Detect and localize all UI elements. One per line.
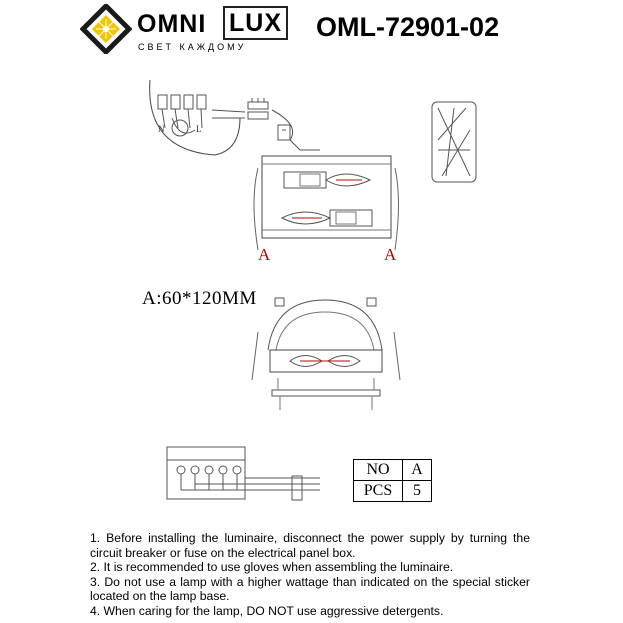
shade-side-view — [432, 102, 476, 182]
wire-label-l: L — [196, 124, 202, 134]
wire-label-n: N — [158, 124, 165, 134]
section-marker-left: A — [258, 245, 271, 264]
instruction-item: 1. Before installing the luminaire, disconnect the power supply by turning the circuit breaker or fuse on the electrical panel box. — [90, 531, 530, 560]
dimension-label: A:60*120MM — [142, 288, 257, 309]
section-marker-right: A — [384, 245, 397, 264]
brand-name-lux: LUX — [223, 6, 288, 40]
model-number: OML-72901-02 — [316, 12, 500, 42]
parts-table — [353, 459, 432, 502]
parts-table-value: 5 — [403, 481, 432, 502]
parts-table-label: PCS — [354, 481, 403, 502]
front-view — [254, 156, 399, 250]
wiring-detail — [150, 80, 320, 155]
instruction-item: 2. It is recommended to use gloves when assembling the luminaire. — [90, 560, 454, 574]
instruction-item: 3. Do not use a lamp with a higher wattage than indicated on the special sticker located on the lamp base. — [90, 574, 530, 603]
parts-table-value: A — [403, 460, 432, 481]
top-view — [252, 298, 400, 410]
parts-table-label: NO — [354, 460, 403, 481]
table-row — [354, 481, 432, 502]
brand-name-omni: OMNI — [137, 10, 207, 38]
table-row — [354, 460, 432, 481]
safety-instructions — [90, 531, 530, 618]
terminal-block — [167, 447, 320, 500]
brand-slogan: СВЕТ КАЖДОМУ — [138, 42, 247, 52]
instruction-item: 4. When caring for the lamp, DO NOT use aggressive detergents. — [90, 603, 444, 618]
